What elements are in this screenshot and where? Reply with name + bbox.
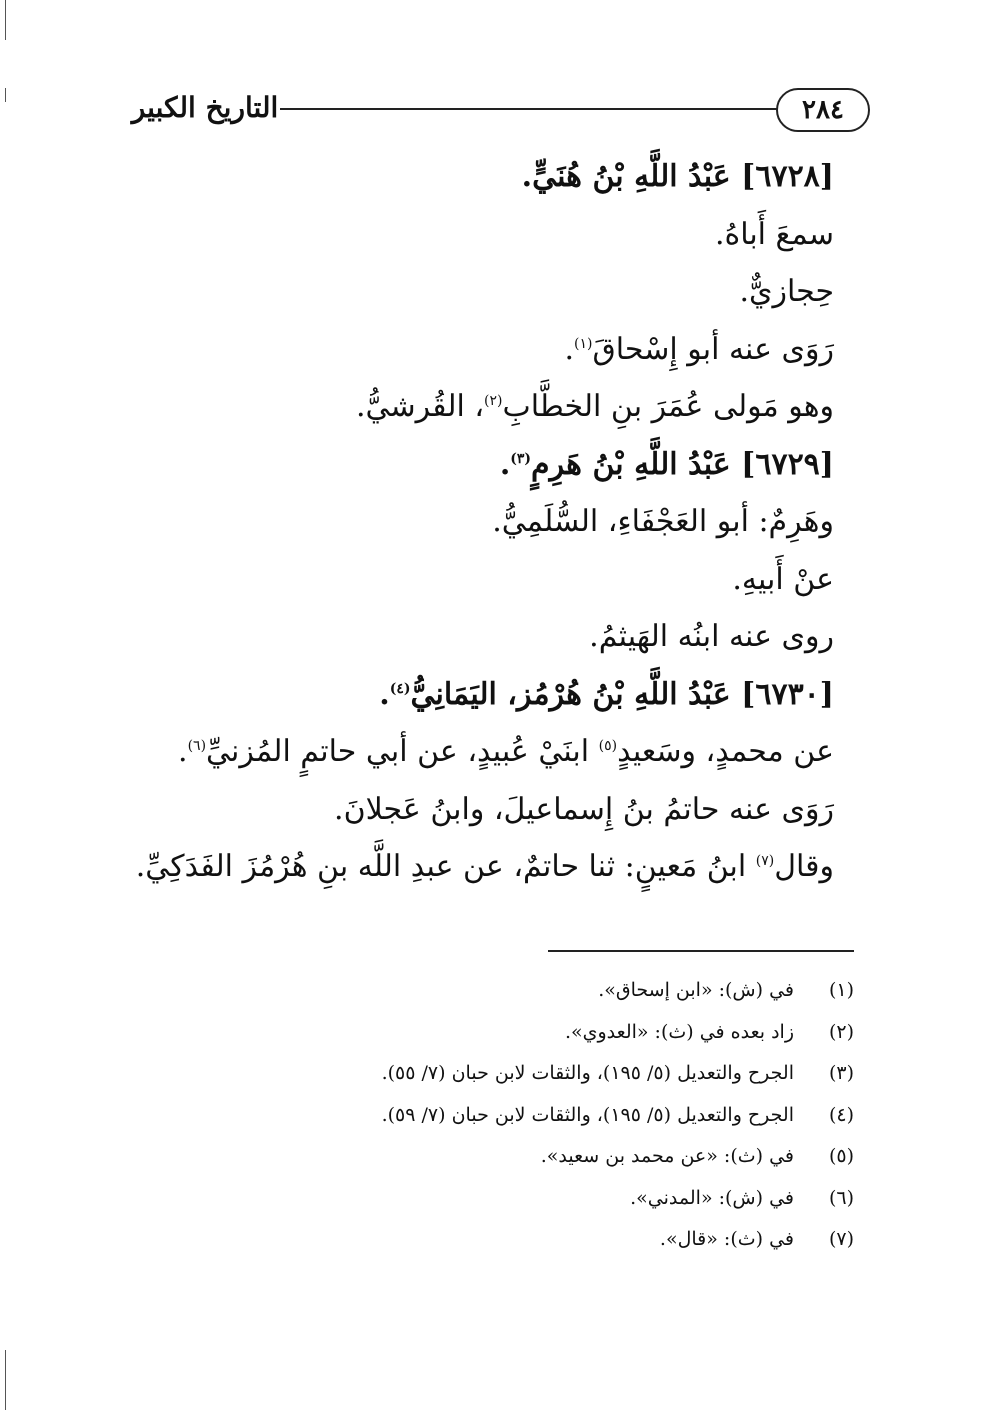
footnotes [214,970,854,1261]
footnote-ref: (٦) [187,738,207,754]
text-line: سمعَ أَباهُ. [714,216,834,252]
text-line: وهَرِمٌ: أبو العَجْفَاءِ، السُّلَمِيُّ. [492,504,834,539]
header-rule [280,108,778,110]
footnote-separator [548,950,854,952]
scan-edge-mark [5,88,6,102]
footnote: (١)في (ش): «ابن إسحاق». [598,979,854,1001]
main-text [135,148,834,896]
footnote-ref: (١) [573,335,593,352]
book-title: التاريخ الكبير [131,91,279,124]
text-line: عن محمدٍ، وسَعيدٍ$^{(٥)}$ ابنَيْ عُبيدٍ، عن أبي حاتمٍ المُزنيِّ$^{(٦)}$. [178,734,834,769]
footnote-ref: (٥) [598,738,618,754]
text-line: روى عنه ابنُه الهَيثمُ. [589,619,834,654]
footnote-ref: (٤) [389,680,411,697]
text-line: رَوَى عنه أبو إِسْحاقَ$^{(١)}$. [564,331,834,367]
page-number: ٢٨٤ [776,88,870,132]
footnote: (٤)الجرح والتعديل (٥/ ١٩٥)، والثقات لابن حبان (٧/ ٥٩). [381,1103,854,1126]
footnote: (٥)في (ث): «عن محمد بن سعيد». [540,1145,854,1167]
text-line: حِجازيٌّ. [739,274,834,309]
page-header [130,86,870,136]
text-line: عنْ أَبيهِ. [732,561,834,597]
entry-heading-6729: [٦٧٢٩] عَبْدُ اللَّهِ بْنُ هَرِمٍ$^{(٣)}$. [499,446,834,482]
footnote: (٣)الجرح والتعديل (٥/ ١٩٥)، والثقات لابن حبان (٧/ ٥٥). [381,1062,854,1084]
entry-heading-6728: [٦٧٢٨] عَبْدُ اللَّهِ بْنُ هُنَيٍّ. [521,159,834,194]
scan-edge-mark [5,0,6,40]
footnote: (٢)زاد بعده في (ث): «العدوي». [564,1020,854,1043]
footnote: (٧)في (ث): «قال». [659,1228,854,1250]
footnote-ref: (٢) [484,393,503,409]
text-line: وهو مَولى عُمَرَ بنِ الخطَّابِ$^{(٢)}$، القُرشيُّ. [355,389,834,424]
footnote-ref: (٧) [755,853,775,869]
text-line: وقال$^{(٧)}$ ابنُ مَعينٍ: ثنا حاتمٌ، عن عبدِ اللَّه بنِ هُرْمُزَ الفَدَكِيِّ. [135,849,834,884]
entry-heading-6730: [٦٧٣٠] عَبْدُ اللَّهِ بْنُ هُرْمُز، اليَمَانِيُّ$^{(٤)}$. [379,676,834,712]
scan-edge-mark [5,1350,6,1410]
text-line: رَوَى عنه حاتمُ بنُ إِسماعيلَ، وابنُ عَجلانَ. [334,791,834,827]
footnote-ref: (٣) [510,450,532,467]
footnote: (٦)في (ش): «المدني». [630,1186,854,1209]
